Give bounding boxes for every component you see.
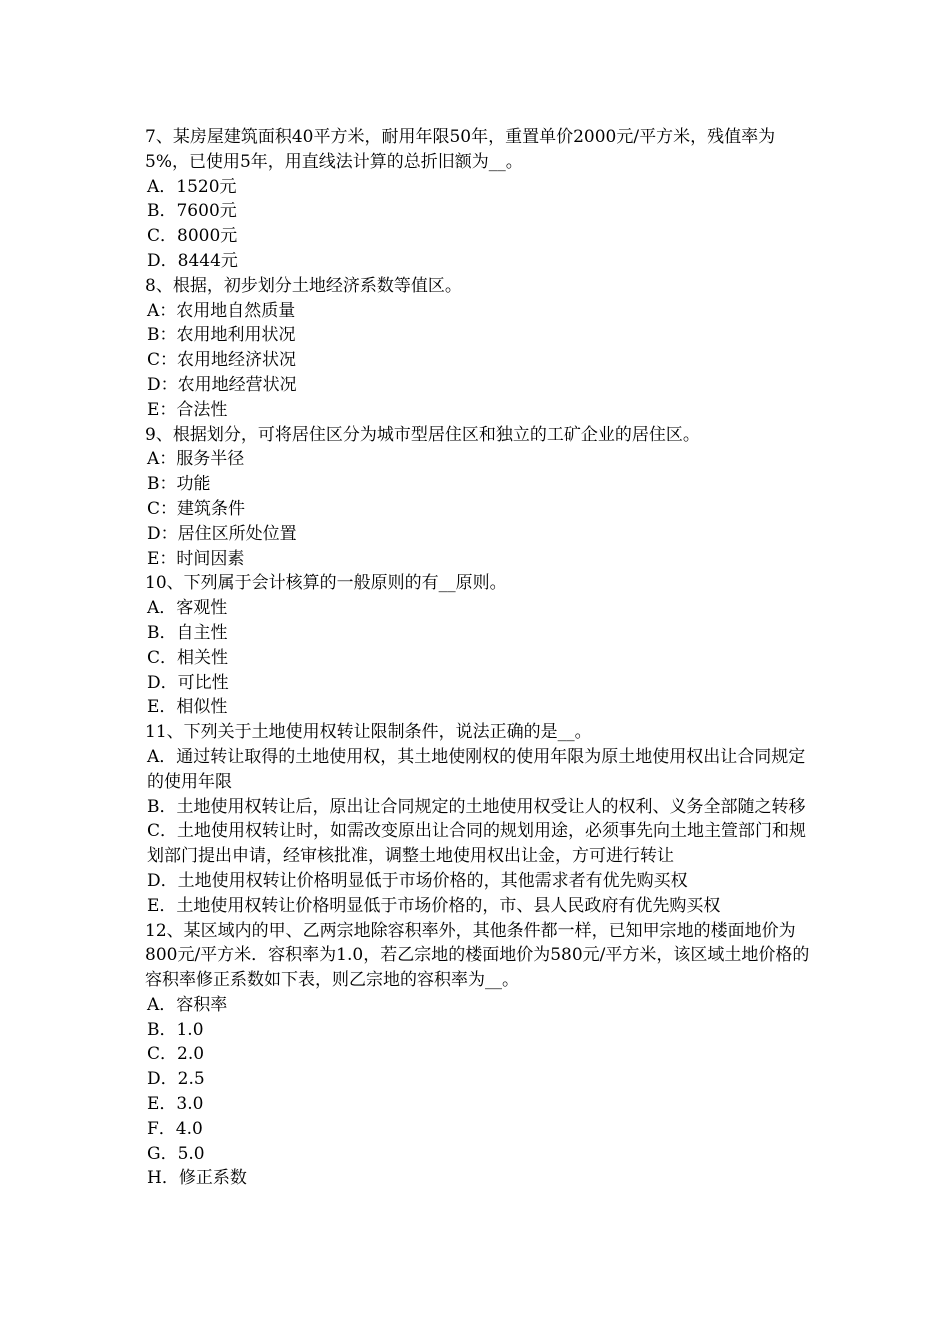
- question-11-option-c: C．土地使用权转让时，如需改变原出让合同的规划用途，必须事先向土地主箮部门和规划部门提出申请，经审核批准，调整土地使用权出让金，方可进行转让: [147, 821, 807, 867]
- question-9-option-b: B：功能: [147, 474, 211, 495]
- question-9-option-c: C：建筑条件: [147, 498, 246, 519]
- question-list: [145, 125, 813, 1191]
- question-8-option-a: A：农用地自然质量: [147, 300, 296, 321]
- question-11-option-a: A．通过转让取得的土地使用权，其土地使刚权的使用年限为原土地使用权出让合同规定的使用年限: [147, 746, 806, 792]
- question-10-option-c: C．相关性: [147, 647, 229, 668]
- question-12-stem: 12、某区域内的甲、乙两宗地除容积率外，其他条件都一样，已知甲宗地的楼面地价为800元/平方米．容积率为1.0，若乙宗地的楼面地价为580元/平方米，该区域土地价格的容积率修正系数如下表，则乙宗地的容积率为__。: [145, 920, 810, 991]
- question-11-stem: 11、下列关于土地使用权转让限制条件，说法正确的是__。: [145, 722, 592, 743]
- question-8-option-e: E：合法性: [147, 399, 228, 420]
- question-11-option-b: B．土地使用权转让后，原出让合同规定的土地使用权受让人的权利、义务全部随之转移: [147, 796, 806, 817]
- question-10-option-b: B．自主性: [147, 622, 228, 643]
- question-7-option-b: B．7600元: [147, 201, 237, 222]
- question-12-option-d: D．2.5: [147, 1069, 205, 1090]
- question-10-option-a: A．客观性: [147, 598, 228, 619]
- question-9-option-a: A：服务半径: [147, 449, 245, 470]
- question-12-option-f: F．4.0: [147, 1118, 203, 1139]
- question-7-option-c: C．8000元: [147, 226, 238, 247]
- question-10-option-e: E．相似性: [147, 697, 228, 718]
- question-7-option-a: A．1520元: [147, 176, 237, 197]
- question-8-stem: 8、根据，初步划分土地经济系数等值区。: [145, 275, 462, 296]
- question-12-option-h: H．修正系数: [147, 1168, 247, 1189]
- question-12-option-c: C．2.0: [147, 1044, 205, 1065]
- question-7-stem: 7、某房屋建筑面积40平方米，耐用年限50年，重置单价2000元/平方米，残值率为5%，已使用5年，用直线法计算的总折旧额为__。: [145, 127, 776, 172]
- question-10-option-d: D．可比性: [147, 672, 229, 693]
- question-10-stem: 10、下列属于会计核算的一般原则的有__原则。: [145, 573, 507, 594]
- question-8-option-d: D：农用地经营状况: [147, 374, 297, 395]
- question-9-stem: 9、根据划分，可将居住区分为城市型居住区和独立的工矿企业的居住区。: [145, 424, 700, 445]
- question-12-option-b: B．1.0: [147, 1019, 204, 1040]
- question-8-option-b: B：农用地利用状况: [147, 325, 296, 346]
- question-12-option-e: E．3.0: [147, 1094, 204, 1115]
- question-8-option-c: C：农用地经济状况: [147, 350, 297, 371]
- question-11-option-e: E．土地使用权转让价格明显低于市场价格的，市、县人民政府有优先购买权: [147, 895, 721, 916]
- question-7-option-d: D．8444元: [147, 250, 238, 271]
- question-9-option-e: E：时间因素: [147, 548, 245, 569]
- question-11-option-d: D．土地使用权转让价格明显低于市场价格的，其他需求者有优先购买权: [147, 870, 688, 891]
- question-12-option-a: A．容积率: [147, 994, 228, 1015]
- question-9-option-d: D：居住区所处位置: [147, 523, 297, 544]
- question-12-option-g: G．5.0: [147, 1143, 205, 1164]
